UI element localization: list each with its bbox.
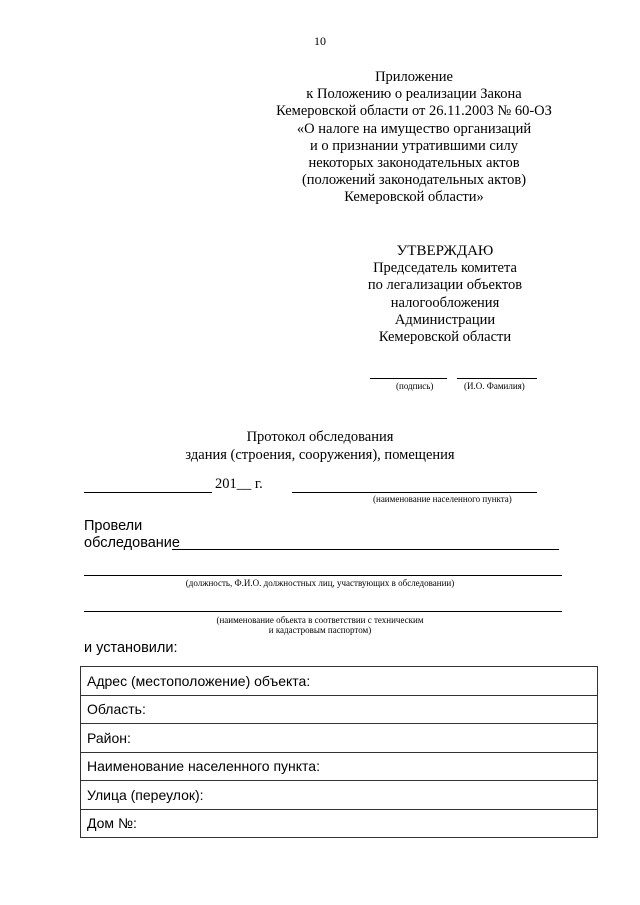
- appendix-block: [254, 69, 574, 207]
- table-row: [81, 695, 598, 724]
- appendix-line: и о признании утратившими силу: [309, 137, 519, 154]
- table-row: [81, 724, 598, 753]
- name-caption: (И.О. Фамилия): [464, 381, 525, 391]
- appendix-line: Приложение: [375, 69, 453, 85]
- table-cell[interactable]: Область:: [81, 695, 598, 724]
- date-year: 201__ г.: [215, 476, 263, 492]
- approval-block: [330, 243, 560, 346]
- settlement-caption: (наименование населенного пункта): [373, 494, 512, 504]
- object-line: [84, 611, 562, 612]
- signature-caption: (подпись): [396, 381, 434, 391]
- object-info-table: [80, 666, 598, 838]
- appendix-line: Кемеровской области»: [344, 189, 484, 206]
- table-cell[interactable]: Наименование населенного пункта:: [81, 752, 598, 781]
- page-number: 10: [314, 34, 326, 48]
- table-row: [81, 752, 598, 781]
- settlement-line: [292, 492, 537, 493]
- approval-line: по легализации объектов: [367, 277, 523, 294]
- appendix-line: некоторых законодательных актов: [308, 155, 520, 172]
- inspection-line: [172, 549, 559, 550]
- inspection-label: обследование: [84, 535, 180, 551]
- approval-line: Администрации: [394, 311, 496, 328]
- table-cell[interactable]: Улица (переулок):: [81, 781, 598, 810]
- approval-heading: УТВЕРЖДАЮ: [396, 243, 494, 259]
- officials-line: [84, 575, 562, 576]
- table-cell[interactable]: Район:: [81, 724, 598, 753]
- table-cell[interactable]: Дом №:: [81, 809, 598, 838]
- object-caption-1: (наименование объекта в соответствии с техническим: [216, 615, 424, 625]
- protocol-subtitle: здания (строения, сооружения), помещения: [185, 447, 455, 463]
- approval-line: Кемеровской области: [378, 329, 512, 346]
- object-caption-2: и кадастровым паспортом): [268, 625, 372, 635]
- name-line: [457, 378, 537, 379]
- approval-line: налогообложения: [390, 294, 500, 311]
- table-row: [81, 667, 598, 696]
- table-row: [81, 781, 598, 810]
- table-cell[interactable]: Адрес (местоположение) объекта:: [81, 667, 598, 696]
- established-label: и установили:: [84, 640, 178, 656]
- appendix-line: «О налоге на имущество организаций: [296, 120, 532, 137]
- protocol-title: Протокол обследования: [246, 429, 394, 445]
- conducted-label: Провели: [84, 518, 143, 534]
- table-row: [81, 809, 598, 838]
- appendix-line: Кемеровской области от 26.11.2003 № 60-ОЗ: [276, 103, 552, 120]
- officials-caption: (должность, Ф.И.О. должностных лиц, участвующих в обследовании): [185, 578, 455, 588]
- appendix-line: (положений законодательных актов): [301, 172, 527, 189]
- signature-line: [370, 378, 447, 379]
- date-line: [84, 492, 212, 493]
- appendix-line: к Положению о реализации Закона: [306, 86, 522, 103]
- approval-line: Председатель комитета: [373, 260, 517, 277]
